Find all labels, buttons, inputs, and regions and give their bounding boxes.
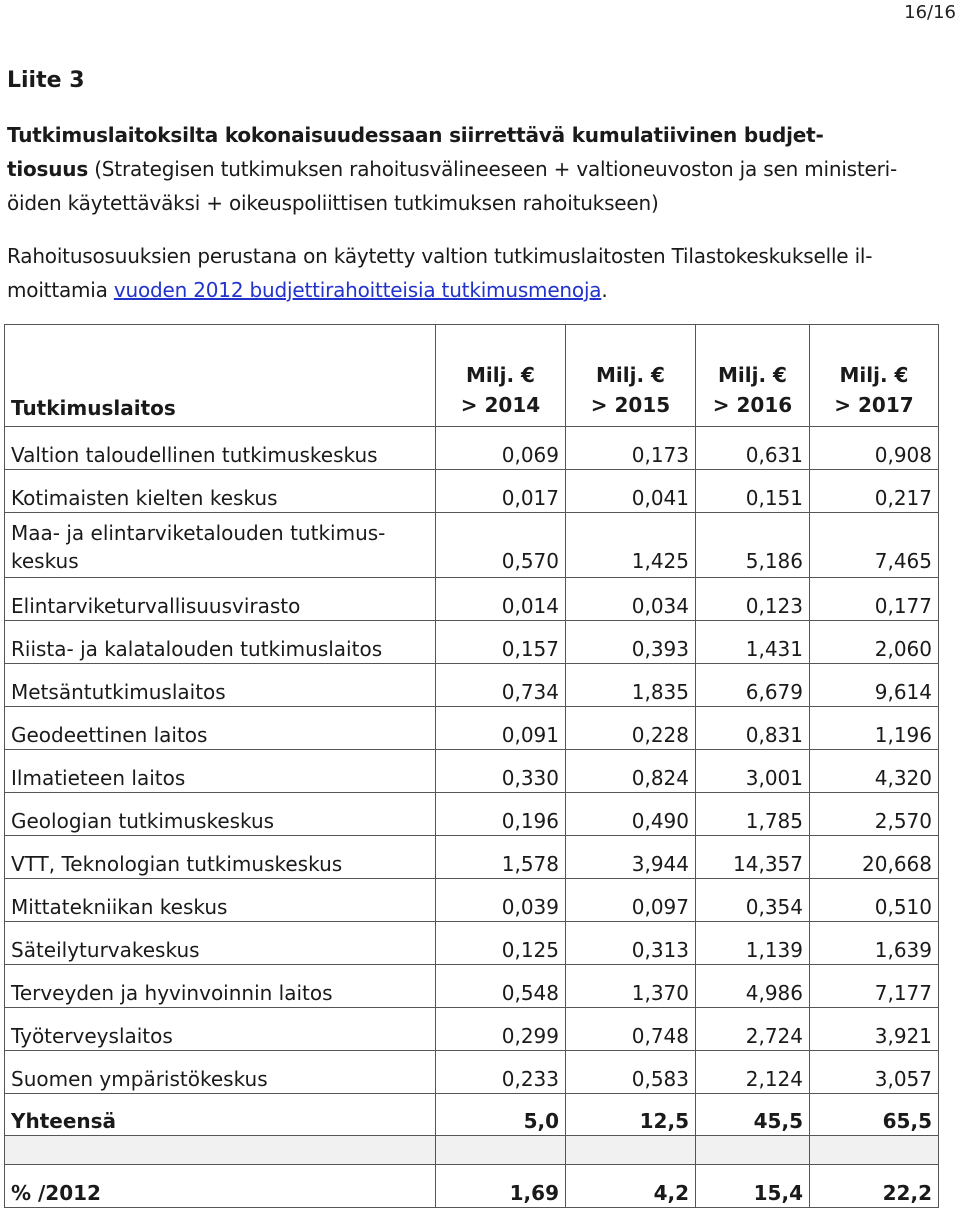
value-2016: 0,831: [696, 707, 810, 750]
header-2014: [436, 325, 566, 427]
value-2015: 0,041: [566, 470, 696, 513]
institution-name: Valtion taloudellinen tutkimuskeskus: [5, 427, 436, 470]
value-2014: 0,196: [436, 793, 566, 836]
research-expenditure-link[interactable]: vuoden 2012 budjettirahoitteisia tutkimusmenoja: [113, 278, 602, 302]
value-2015: 0,313: [566, 922, 696, 965]
institution-name: Riista- ja kalatalouden tutkimuslaitos: [5, 621, 436, 664]
value-2017: 1,639: [810, 922, 939, 965]
value-2016: 4,986: [696, 965, 810, 1008]
value-2015: 0,583: [566, 1051, 696, 1094]
institution-name: Geodeettinen laitos: [5, 707, 436, 750]
value-2015: 1,835: [566, 664, 696, 707]
intro-text: [7, 118, 947, 307]
value-2017: 7,465: [810, 513, 939, 578]
value-2014: 0,570: [436, 513, 566, 578]
total-2017: 65,5: [810, 1094, 939, 1136]
table-row: [5, 836, 939, 879]
value-2015: 1,425: [566, 513, 696, 578]
value-2016: 0,123: [696, 578, 810, 621]
total-2016: 45,5: [696, 1094, 810, 1136]
institution-name-line-2: keskus: [11, 549, 79, 573]
table-row: [5, 513, 939, 578]
intro-bold-2: tiosuus: [7, 157, 89, 181]
table-row: [5, 793, 939, 836]
value-2015: 0,824: [566, 750, 696, 793]
value-2016: 0,151: [696, 470, 810, 513]
value-2014: 0,125: [436, 922, 566, 965]
institution-name: Kotimaisten kielten keskus: [5, 470, 436, 513]
value-2014: 0,734: [436, 664, 566, 707]
value-2014: 0,091: [436, 707, 566, 750]
value-2014: 0,548: [436, 965, 566, 1008]
header-year: > 2014: [460, 393, 541, 417]
table-header-row: [5, 325, 939, 427]
value-2014: 0,233: [436, 1051, 566, 1094]
value-2017: 1,196: [810, 707, 939, 750]
table-row: [5, 1008, 939, 1051]
institution-name: Säteilyturvakeskus: [5, 922, 436, 965]
spacer-cell: [5, 1136, 436, 1165]
total-label: Yhteensä: [5, 1094, 436, 1136]
value-2017: 2,570: [810, 793, 939, 836]
total-2015: 12,5: [566, 1094, 696, 1136]
table-row: [5, 427, 939, 470]
institution-name: Työterveyslaitos: [5, 1008, 436, 1051]
value-2016: 6,679: [696, 664, 810, 707]
percent-2014: 1,69: [436, 1165, 566, 1208]
value-2015: 3,944: [566, 836, 696, 879]
header-year: > 2016: [712, 393, 793, 417]
spacer-cell: [566, 1136, 696, 1165]
page-number: 16/16: [904, 2, 956, 23]
header-unit: Milj. €: [839, 363, 909, 387]
value-2017: 4,320: [810, 750, 939, 793]
institution-name: [5, 513, 436, 578]
percent-2015: 4,2: [566, 1165, 696, 1208]
percent-row: [5, 1165, 939, 1208]
value-2014: 0,039: [436, 879, 566, 922]
spacer-cell: [696, 1136, 810, 1165]
value-2017: 9,614: [810, 664, 939, 707]
header-2016: [696, 325, 810, 427]
table-row: [5, 879, 939, 922]
value-2015: 0,034: [566, 578, 696, 621]
value-2015: 0,748: [566, 1008, 696, 1051]
value-2014: 0,069: [436, 427, 566, 470]
institution-name: VTT, Teknologian tutkimuskeskus: [5, 836, 436, 879]
header-2017: [810, 325, 939, 427]
header-unit: Milj. €: [466, 363, 535, 387]
value-2014: 0,330: [436, 750, 566, 793]
value-2015: 0,097: [566, 879, 696, 922]
percent-label: % /2012: [5, 1165, 436, 1208]
funding-basis-paragraph: [7, 239, 947, 307]
value-2017: 2,060: [810, 621, 939, 664]
value-2014: 1,578: [436, 836, 566, 879]
value-2017: 7,177: [810, 965, 939, 1008]
value-2014: 0,017: [436, 470, 566, 513]
para2-line-1: Rahoitusosuuksien perustana on käytetty valtion tutkimuslaitosten Tilastokeskukselle il-: [7, 244, 873, 268]
table-row: [5, 750, 939, 793]
value-2014: 0,014: [436, 578, 566, 621]
institution-name: Elintarviketurvallisuusvirasto: [5, 578, 436, 621]
institution-name: Suomen ympäristökeskus: [5, 1051, 436, 1094]
value-2017: 0,908: [810, 427, 939, 470]
value-2017: 0,510: [810, 879, 939, 922]
spacer-cell: [436, 1136, 566, 1165]
value-2016: 5,186: [696, 513, 810, 578]
header-institution: Tutkimuslaitos: [5, 325, 436, 427]
value-2017: 3,921: [810, 1008, 939, 1051]
intro-line-1: [7, 118, 947, 152]
value-2016: 0,631: [696, 427, 810, 470]
institution-name-line-1: Maa- ja elintarviketalouden tutkimus-: [11, 521, 386, 545]
value-2015: 0,228: [566, 707, 696, 750]
budget-table: [4, 324, 939, 1208]
table-row: [5, 965, 939, 1008]
value-2015: 1,370: [566, 965, 696, 1008]
table-row: [5, 664, 939, 707]
value-2016: 3,001: [696, 750, 810, 793]
header-year: > 2015: [590, 393, 671, 417]
total-row: [5, 1094, 939, 1136]
table-row: [5, 578, 939, 621]
institution-name: Geologian tutkimuskeskus: [5, 793, 436, 836]
table-row: [5, 470, 939, 513]
intro-line-3: öiden käytettäväksi + oikeuspoliittisen tutkimuksen rahoitukseen): [7, 191, 659, 215]
value-2017: 20,668: [810, 836, 939, 879]
value-2015: 0,393: [566, 621, 696, 664]
spacer-cell: [810, 1136, 939, 1165]
value-2015: 0,173: [566, 427, 696, 470]
percent-2017: 22,2: [810, 1165, 939, 1208]
header-unit: Milj. €: [718, 363, 787, 387]
value-2016: 2,724: [696, 1008, 810, 1051]
para2-post: .: [601, 278, 608, 302]
intro-line-2-rest: (Strategisen tutkimuksen rahoitusvälineeseen + valtioneuvoston ja sen ministeri-: [88, 157, 898, 181]
para2-pre: moittamia: [7, 278, 114, 302]
appendix-title: Liite 3: [7, 68, 85, 93]
percent-2016: 15,4: [696, 1165, 810, 1208]
intro-bold-1: Tutkimuslaitoksilta kokonaisuudessaan siirrettävä kumulatiivinen budjet-: [7, 123, 824, 147]
institution-name: Metsäntutkimuslaitos: [5, 664, 436, 707]
table-row: [5, 621, 939, 664]
institution-name: Terveyden ja hyvinvoinnin laitos: [5, 965, 436, 1008]
value-2015: 0,490: [566, 793, 696, 836]
spacer-row: [5, 1136, 939, 1165]
intro-line-2: [7, 152, 947, 186]
value-2014: 0,157: [436, 621, 566, 664]
value-2017: 0,177: [810, 578, 939, 621]
value-2016: 1,785: [696, 793, 810, 836]
institution-name: Mittatekniikan keskus: [5, 879, 436, 922]
value-2016: 0,354: [696, 879, 810, 922]
table-row: [5, 707, 939, 750]
header-year: > 2017: [834, 393, 914, 417]
header-2015: [566, 325, 696, 427]
value-2016: 2,124: [696, 1051, 810, 1094]
para2-line-2: [7, 273, 947, 307]
value-2016: 14,357: [696, 836, 810, 879]
value-2014: 0,299: [436, 1008, 566, 1051]
table-row: [5, 1051, 939, 1094]
total-2014: 5,0: [436, 1094, 566, 1136]
table-row: [5, 922, 939, 965]
value-2017: 3,057: [810, 1051, 939, 1094]
value-2016: 1,431: [696, 621, 810, 664]
value-2017: 0,217: [810, 470, 939, 513]
header-unit: Milj. €: [596, 363, 665, 387]
institution-name: Ilmatieteen laitos: [5, 750, 436, 793]
value-2016: 1,139: [696, 922, 810, 965]
